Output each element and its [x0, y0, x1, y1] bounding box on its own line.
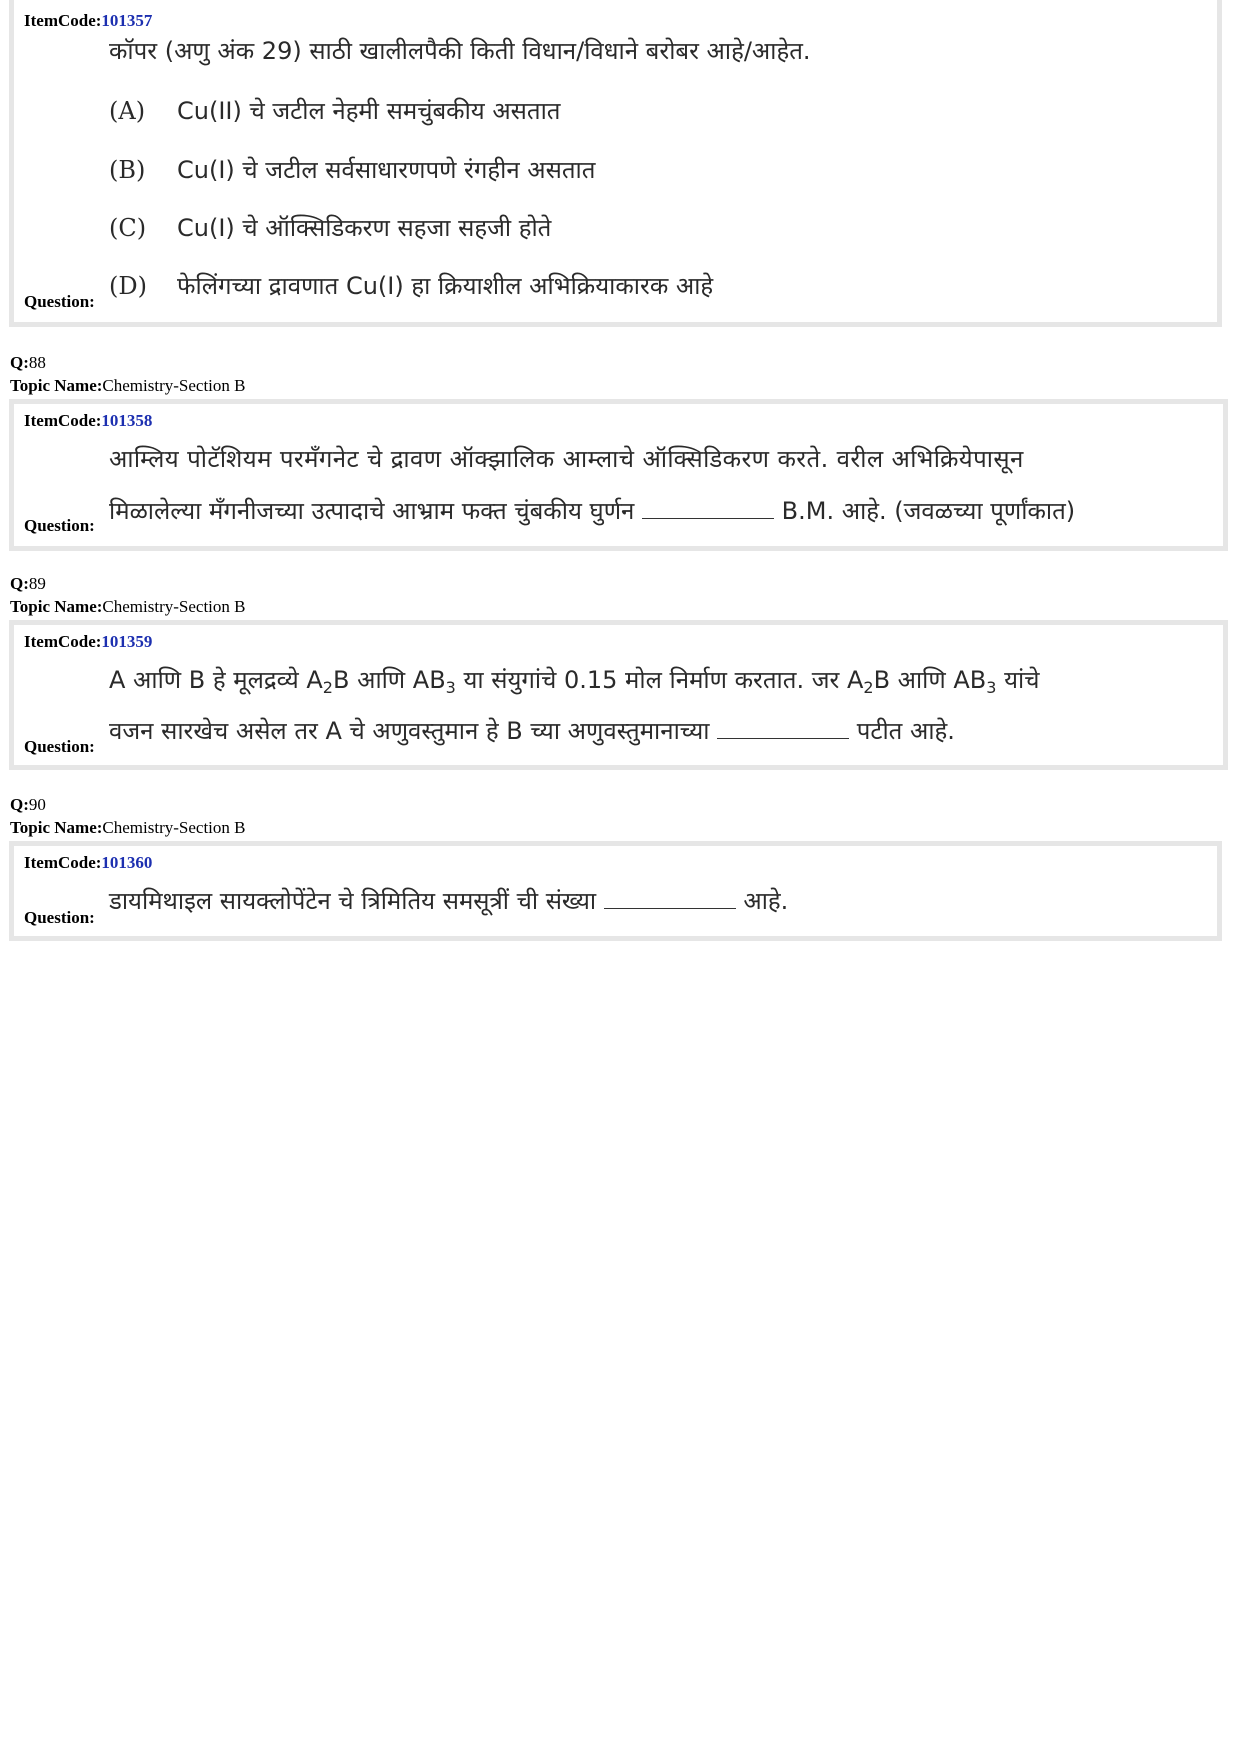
topic-name: Chemistry-Section B: [102, 818, 246, 837]
question-text: B आणि AB: [332, 666, 446, 694]
item-code-line: [24, 631, 152, 653]
question-text: पटीत आहे.: [856, 717, 955, 745]
question-text: यांचे: [996, 666, 1040, 694]
item-code-label: ItemCode:: [24, 853, 102, 872]
topic-line: [10, 597, 245, 617]
question-text: B.M. आहे. (जवळच्या पूर्णांकात): [781, 497, 1076, 525]
option-d: [109, 269, 713, 302]
item-code-label: ItemCode:: [24, 411, 102, 430]
question-number: 89: [28, 574, 46, 593]
question-number-line: [10, 353, 46, 373]
question-label: Question:: [24, 292, 95, 311]
item-code-line: [24, 852, 152, 874]
option-b: [109, 153, 595, 186]
item-code-value: 101357: [101, 11, 153, 30]
question-text: मिळालेल्या मँगनीजच्या उत्पादाचे आभ्राम फक्त चुंबकीय घुर्णन: [109, 497, 635, 525]
question-number-label: Q:: [10, 574, 29, 593]
question-text: या संयुगांचे 0.15 मोल निर्माण करतात. जर A: [455, 666, 864, 694]
answer-blank: [604, 886, 736, 909]
question-label: Question:: [24, 516, 95, 535]
item-box-101360: [9, 841, 1222, 941]
item-code-value: 101359: [101, 632, 153, 651]
item-box-101358: [9, 399, 1228, 551]
subscript: 2: [863, 678, 874, 697]
question-text: B आणि AB: [873, 666, 987, 694]
question-text: डायमिथाइल सायक्लोपेंटेन चे त्रिमितिय समसूत्रीं ची संख्या: [109, 887, 597, 915]
topic-line: [10, 376, 245, 396]
item-code-value: 101358: [101, 411, 153, 430]
question-number-label: Q:: [10, 795, 29, 814]
item-code-value: 101360: [101, 853, 153, 872]
question-line-1: [109, 884, 788, 917]
question-number: 90: [28, 795, 46, 814]
option-text: Cu(I) चे जटील सर्वसाधारणपणे रंगहीन असतात: [177, 156, 596, 184]
item-code-line: [24, 10, 152, 32]
option-letter: (A): [109, 97, 146, 125]
option-text: Cu(II) चे जटील नेहमी समचुंबकीय असतात: [177, 97, 561, 125]
question-number: 88: [28, 353, 46, 372]
question-text: वजन सारखेच असेल तर A चे अणुवस्तुमान हे B च्या अणुवस्तुमानाच्या: [109, 717, 710, 745]
question-number-label: Q:: [10, 353, 29, 372]
question-text: A आणि B हे मूलद्रव्ये A: [109, 666, 323, 694]
subscript: 3: [445, 678, 456, 697]
topic-label: Topic Name:: [10, 597, 103, 616]
topic-line: [10, 818, 245, 838]
item-box-101359: [9, 620, 1228, 770]
question-line-1: आम्लिय पोटॅशियम परमँगनेट चे द्रावण ऑक्झालिक आम्लाचे ऑक्सिडिकरण करते. वरील अभिक्रियेपासून: [109, 445, 1024, 473]
option-c: [109, 211, 551, 244]
question-number-line: [10, 795, 46, 815]
topic-label: Topic Name:: [10, 818, 103, 837]
question-number-line: [10, 574, 46, 594]
question-line-2: [109, 714, 955, 747]
question-label: Question:: [24, 737, 95, 756]
subscript: 2: [322, 678, 333, 697]
item-code-label: ItemCode:: [24, 11, 102, 30]
option-letter: (D): [109, 272, 147, 300]
topic-name: Chemistry-Section B: [102, 597, 246, 616]
option-letter: (B): [109, 156, 146, 184]
question-stem: कॉपर (अणु अंक 29) साठी खालीलपैकी किती विधान/विधाने बरोबर आहे/आहेत.: [109, 37, 811, 65]
question-line-2: [109, 494, 1075, 527]
item-box-101357: [9, 0, 1222, 327]
answer-blank: [642, 496, 774, 519]
answer-blank: [717, 716, 849, 739]
question-label: Question:: [24, 908, 95, 927]
option-a: [109, 94, 560, 127]
option-text: फेलिंगच्या द्रावणात Cu(I) हा क्रियाशील अभिक्रियाकारक आहे: [177, 272, 714, 300]
option-letter: (C): [109, 214, 147, 242]
subscript: 3: [986, 678, 997, 697]
topic-label: Topic Name:: [10, 376, 103, 395]
option-text: Cu(I) चे ऑक्सिडिकरण सहजा सहजी होते: [177, 214, 552, 242]
topic-name: Chemistry-Section B: [102, 376, 246, 395]
item-code-label: ItemCode:: [24, 632, 102, 651]
question-text: आहे.: [743, 887, 789, 915]
question-line-1: [109, 663, 1039, 696]
item-code-line: [24, 410, 152, 432]
